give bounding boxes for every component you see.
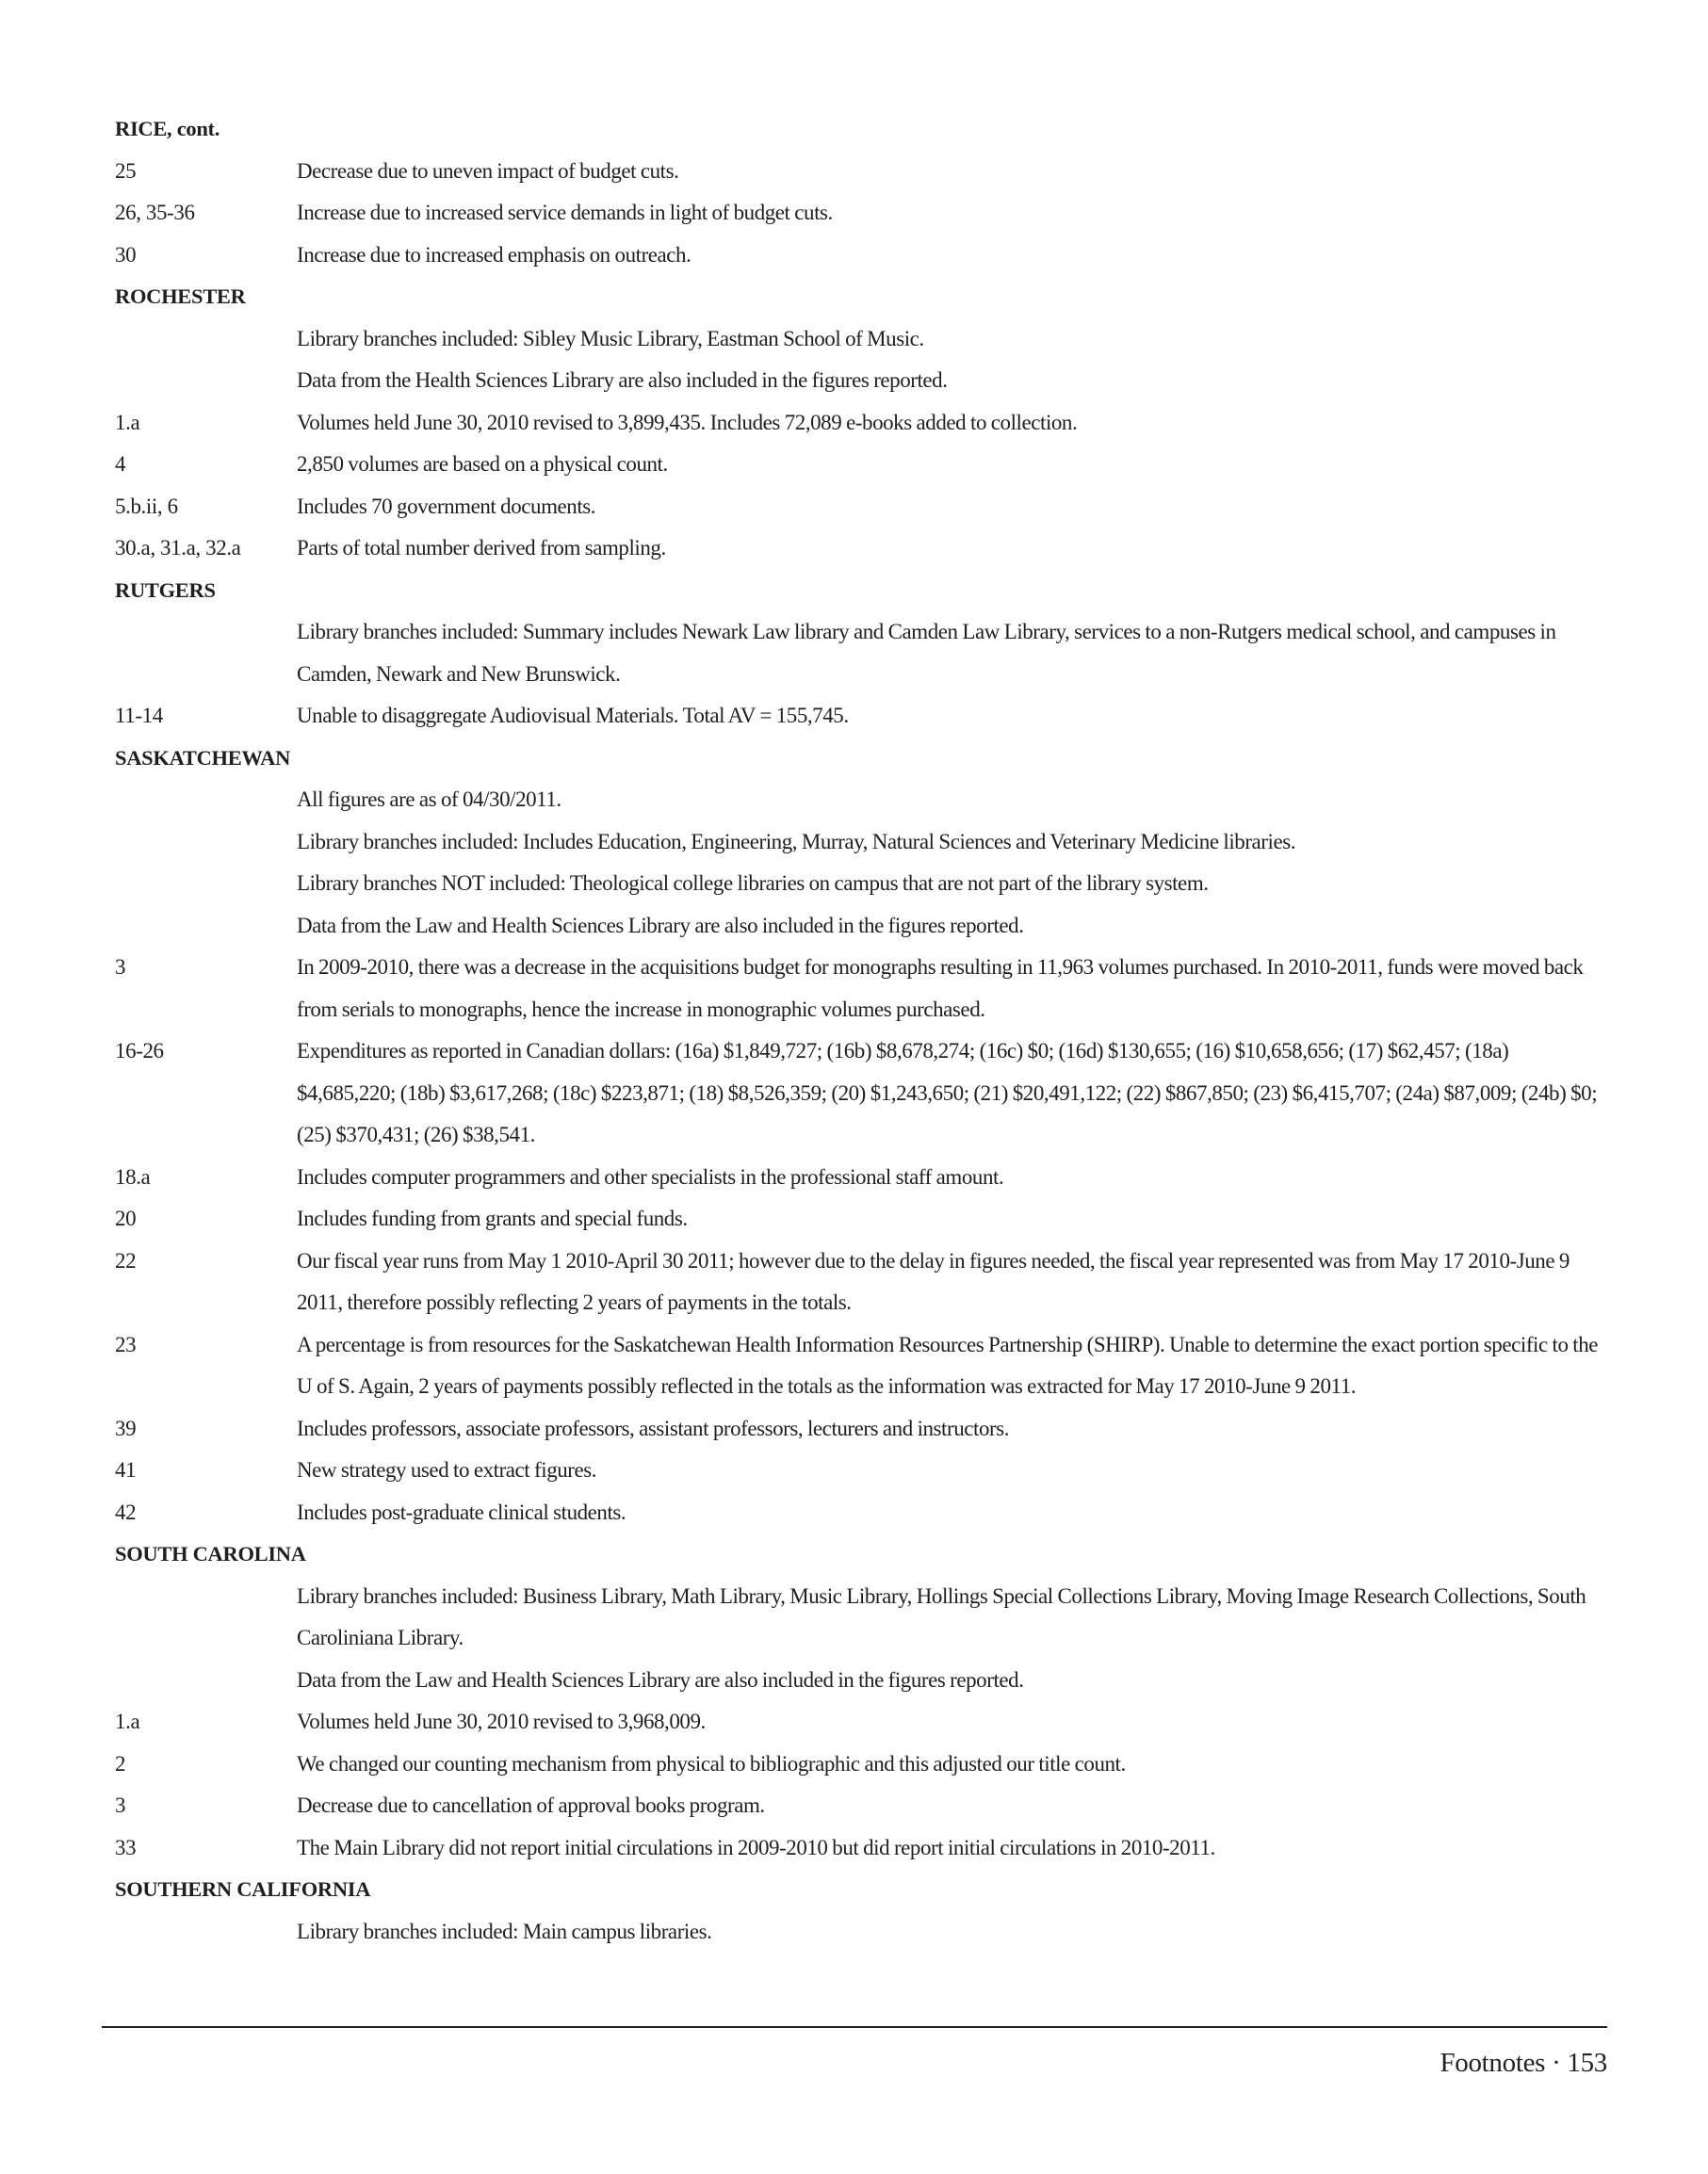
- footnote-text: Parts of total number derived from sampling.: [297, 536, 666, 560]
- footnote-reference: 16-26: [115, 1039, 164, 1063]
- footnote-entry: [115, 1827, 1613, 1870]
- footnote-entry: [115, 863, 1613, 905]
- section-heading: SOUTHERN CALIFORNIA: [115, 1877, 371, 1901]
- footnote-entry: [115, 444, 1613, 486]
- section-heading-row: [115, 570, 1613, 612]
- footnote-text: New strategy used to extract figures.: [297, 1458, 597, 1482]
- section-heading: RUTGERS: [115, 577, 216, 602]
- footnote-reference: 26, 35-36: [115, 201, 195, 224]
- footnote-entry: [115, 1911, 1613, 1954]
- footnote-entry: [115, 611, 1613, 695]
- section-heading-row: [115, 1869, 1613, 1911]
- footnote-entry: [115, 192, 1613, 235]
- footnote-entry: [115, 779, 1613, 821]
- footnote-entry: [115, 1241, 1613, 1324]
- footnote-text: Decrease due to uneven impact of budget cuts.: [297, 158, 679, 183]
- footnote-text: In 2009-2010, there was a decrease in the acquisitions budget for monographs resulting in 11,963 volumes purchased. In 2010-2011, funds were moved back from serials to monographs, hence the increase in monographic volumes purchased.: [297, 955, 1584, 1021]
- footnote-reference: 33: [115, 1835, 137, 1859]
- footnote-text: Library branches included: Sibley Music Library, Eastman School of Music.: [297, 326, 924, 350]
- footnote-text: Data from the Health Sciences Library are also included in the figures reported.: [297, 368, 948, 392]
- footnote-text: We changed our counting mechanism from physical to bibliographic and this adjusted our title count.: [297, 1751, 1126, 1776]
- footnote-text: Library branches included: Business Library, Math Library, Music Library, Hollings Special Collections Library, Moving Image Research Collections, South Caroliniana Library.: [297, 1583, 1586, 1649]
- footnote-reference: 39: [115, 1416, 137, 1440]
- footnote-reference: 3: [115, 1793, 126, 1817]
- footnote-reference: 4: [115, 452, 126, 476]
- section-heading-row: [115, 1533, 1613, 1576]
- footnote-text: Volumes held June 30, 2010 revised to 3,968,009.: [297, 1710, 706, 1733]
- page-footer: Footnotes · 153: [1440, 2048, 1607, 2078]
- footnote-text: Library branches NOT included: Theological college libraries on campus that are not part of the library system.: [297, 871, 1209, 895]
- section-heading-row: [115, 276, 1613, 318]
- footnote-entry: [115, 1785, 1613, 1827]
- footnote-text: Volumes held June 30, 2010 revised to 3,899,435. Includes 72,089 e-books added to collection.: [297, 410, 1078, 434]
- footnote-entry: [115, 1450, 1613, 1492]
- footnote-entry: [115, 1744, 1613, 1786]
- footnote-reference: 18.a: [115, 1164, 151, 1189]
- footnote-reference: 22: [115, 1248, 137, 1273]
- footnote-text: Increase due to increased service demands in light of budget cuts.: [297, 201, 833, 224]
- footnote-text: The Main Library did not report initial circulations in 2009-2010 but did report initial circulations in 2010-2011.: [297, 1835, 1215, 1859]
- footnote-reference: 2: [115, 1751, 126, 1776]
- footnote-entry: [115, 1324, 1613, 1408]
- footnote-reference: 25: [115, 158, 137, 183]
- footnote-text: Our fiscal year runs from May 1 2010-April 30 2011; however due to the delay in figures needed, the fiscal year represented was from May 17 2010-June 9 2011, therefore possibly reflecting 2 years of payments in the totals.: [297, 1248, 1570, 1314]
- footnote-reference: 1.a: [115, 1710, 140, 1733]
- footnote-entry: [115, 1157, 1613, 1199]
- footnote-reference: 30: [115, 242, 137, 267]
- footnote-entry: [115, 486, 1613, 528]
- footnote-entry: [115, 905, 1613, 948]
- footnote-entry: [115, 235, 1613, 277]
- footnote-text: Library branches included: Summary includes Newark Law library and Camden Law Library, services to a non-Rutgers medical school, and campuses in Camden, Newark and New Brunswick.: [297, 620, 1556, 686]
- footnote-reference: 30.a, 31.a, 32.a: [115, 536, 241, 560]
- footnote-reference: 20: [115, 1207, 137, 1230]
- footnote-entry: [115, 1030, 1613, 1157]
- section-heading: SOUTH CAROLINA: [115, 1542, 306, 1566]
- footnote-text: Includes professors, associate professors, assistant professors, lecturers and instructors.: [297, 1416, 1010, 1440]
- footnote-entry: [115, 1660, 1613, 1702]
- footnote-entry: [115, 527, 1613, 570]
- footnotes-list: [115, 108, 1613, 1953]
- footnote-text: Includes computer programmers and other specialists in the professional staff amount.: [297, 1164, 1004, 1189]
- footnote-entry: [115, 360, 1613, 402]
- footnote-reference: 3: [115, 955, 126, 979]
- footnote-entry: [115, 318, 1613, 361]
- footnote-text: Increase due to increased emphasis on outreach.: [297, 242, 691, 267]
- footnote-entry: [115, 1576, 1613, 1660]
- footnote-text: Includes funding from grants and special funds.: [297, 1207, 688, 1230]
- footnote-text: Library branches included: Main campus libraries.: [297, 1919, 712, 1943]
- section-heading-row: [115, 108, 1613, 151]
- footnote-entry: [115, 151, 1613, 193]
- footnote-entry: [115, 1198, 1613, 1241]
- footnote-reference: 11-14: [115, 704, 163, 727]
- section-heading: RICE, cont.: [115, 117, 220, 140]
- footnote-text: Data from the Law and Health Sciences Library are also included in the figures reported.: [297, 913, 1024, 937]
- footnote-text: Library branches included: Includes Education, Engineering, Murray, Natural Sciences and Veterinary Medicine libraries.: [297, 829, 1296, 853]
- footnote-reference: 41: [115, 1458, 137, 1482]
- footnote-entry: [115, 1492, 1613, 1534]
- footnote-text: Data from the Law and Health Sciences Library are also included in the figures reported.: [297, 1667, 1024, 1692]
- footnote-text: Includes post-graduate clinical students.: [297, 1500, 626, 1524]
- section-heading: SASKATCHEWAN: [115, 745, 291, 770]
- footnote-text: Unable to disaggregate Audiovisual Materials. Total AV = 155,745.: [297, 704, 849, 727]
- footnote-entry: [115, 1408, 1613, 1451]
- footnote-reference: 23: [115, 1332, 137, 1356]
- footnote-entry: [115, 947, 1613, 1030]
- footnote-reference: 5.b.ii, 6: [115, 494, 178, 518]
- footnote-text: Expenditures as reported in Canadian dollars: (16a) $1,849,727; (16b) $8,678,274; (16c) $0; (16d) $130,655; (16) $10,658,656; (17) $62,457; (18a) $4,685,220; (18b) $3,617,268; (18c) $223,871; (18) $8,526,359; (20) $1,243,650; (21) $20,491,122; (22) $867,850; (23) $6,415,707; (24a) $87,009; (24b) $0; (25) $370,431; (26) $38,541.: [297, 1039, 1598, 1146]
- footnote-text: A percentage is from resources for the Saskatchewan Health Information Resources Partnership (SHIRP). Unable to determine the exact portion specific to the U of S. Again, 2 years of payments possibly reflected in the totals as the information was extracted for May 17 2010-June 9 2011.: [297, 1332, 1599, 1398]
- footnote-entry: [115, 695, 1613, 738]
- footnote-reference: 42: [115, 1500, 137, 1524]
- footnote-text: Includes 70 government documents.: [297, 494, 596, 518]
- footer-divider: [102, 2026, 1607, 2028]
- section-heading: ROCHESTER: [115, 284, 246, 308]
- footnote-text: Decrease due to cancellation of approval books program.: [297, 1793, 765, 1817]
- footnote-reference: 1.a: [115, 410, 140, 434]
- footnote-entry: [115, 821, 1613, 864]
- footnote-text: 2,850 volumes are based on a physical count.: [297, 452, 668, 476]
- section-heading-row: [115, 738, 1613, 780]
- footnote-entry: [115, 402, 1613, 445]
- footnote-entry: [115, 1701, 1613, 1744]
- footnote-text: All figures are as of 04/30/2011.: [297, 787, 561, 811]
